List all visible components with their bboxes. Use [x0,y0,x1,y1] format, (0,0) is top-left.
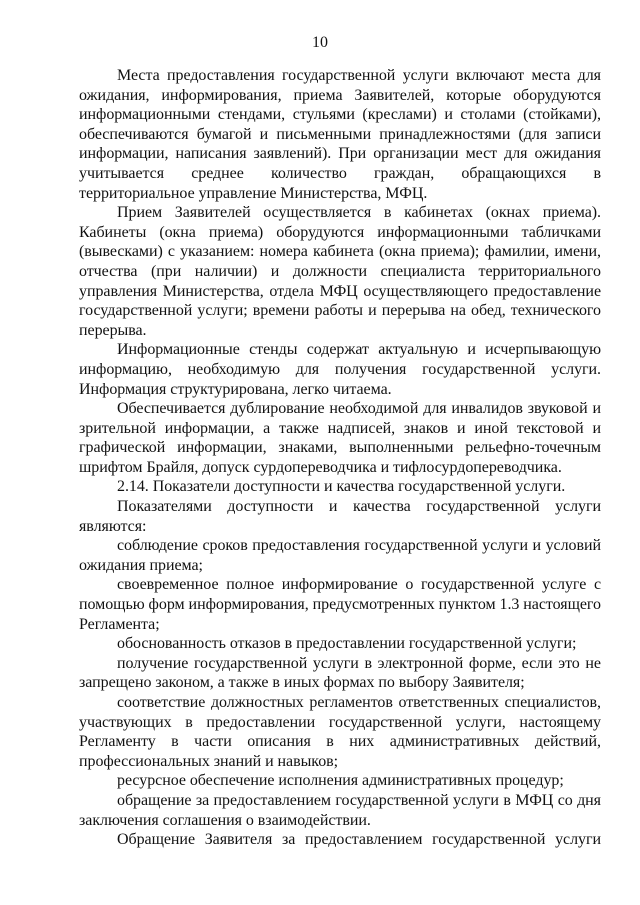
list-item-electronic-form: получение государственной услуги в электронной форме, если это не запрещено законом, а также в иных формах по выбору Заявителя; [79,654,601,692]
paragraph-accessibility-duplication: Обеспечивается дублирование необходимой для инвалидов звуковой и зрительной информации, а также надписей, знаков и иной текстовой и графической информации, знаками, выполненными рельефно-точечным шрифтом Брайля, допуск сурдопереводчика и тифлосурдопереводчика. [79,400,601,476]
list-item-resources: ресурсное обеспечение исполнения административных процедур; [117,772,564,790]
page-number: 10 [312,34,328,51]
list-item-refusals: обоснованность отказов в предоставлении государственной услуги; [117,635,577,653]
paragraph-indicators-intro: Показателями доступности и качества государственной услуги являются: [79,498,601,535]
section-heading-2-14: 2.14. Показатели доступности и качества государственной услуги. [117,478,566,496]
paragraph-info-stands: Информационные стенды содержат актуальную и исчерпывающую информацию, необходимую для получения государственной услуги. Информация структурирована, легко читаема. [79,341,601,398]
list-item-mfc-agreement: обращение за предоставлением государственной услуги в МФЦ со дня заключения соглашения о взаимодействии. [79,791,601,829]
list-item-deadlines: соблюдение сроков предоставления государственной услуги и условий ожидания приема; [79,537,601,574]
paragraph-reception-rooms: Прием Заявителей осуществляется в кабинетах (окнах приема). Кабинеты (окна приема) оборудуются информационными табличками (вывесками) с указанием: номера кабинета (окна приема); фамилии, имени, отчества (при наличии) и должности специалиста территориального управления Министерства, отдела МФЦ осуществляющего предоставление государственной услуги; времени работы и перерыва на обед, технического перерыва. [79,204,601,339]
list-item-informing: своевременное полное информирование о государственной услуге с помощью форм информирования, предусмотренных пунктом 1.3 настоящего Регламента; [79,576,601,633]
paragraph-applicant-request: Обращение Заявителя за предоставлением государственной услуги [117,831,601,849]
document-body [79,66,601,850]
list-item-job-regulations: соответствие должностных регламентов ответственных специалистов, участвующих в предоставлении государственной услуги, настоящему Регламенту в части описания в них административных действий, профессиональных знаний и навыков; [79,694,601,770]
paragraph-waiting-places: Места предоставления государственной услуги включают места для ожидания, информирования, приема Заявителей, которые оборудуются информационными стендами, стульями (креслами) и столами (стойками), обеспечиваются бумагой и письменными принадлежностями (для записи информации, написания заявлений). При организации мест для ожидания учитывается среднее количество граждан, обращающихся в территориальное управление Министерства, МФЦ. [79,67,601,202]
